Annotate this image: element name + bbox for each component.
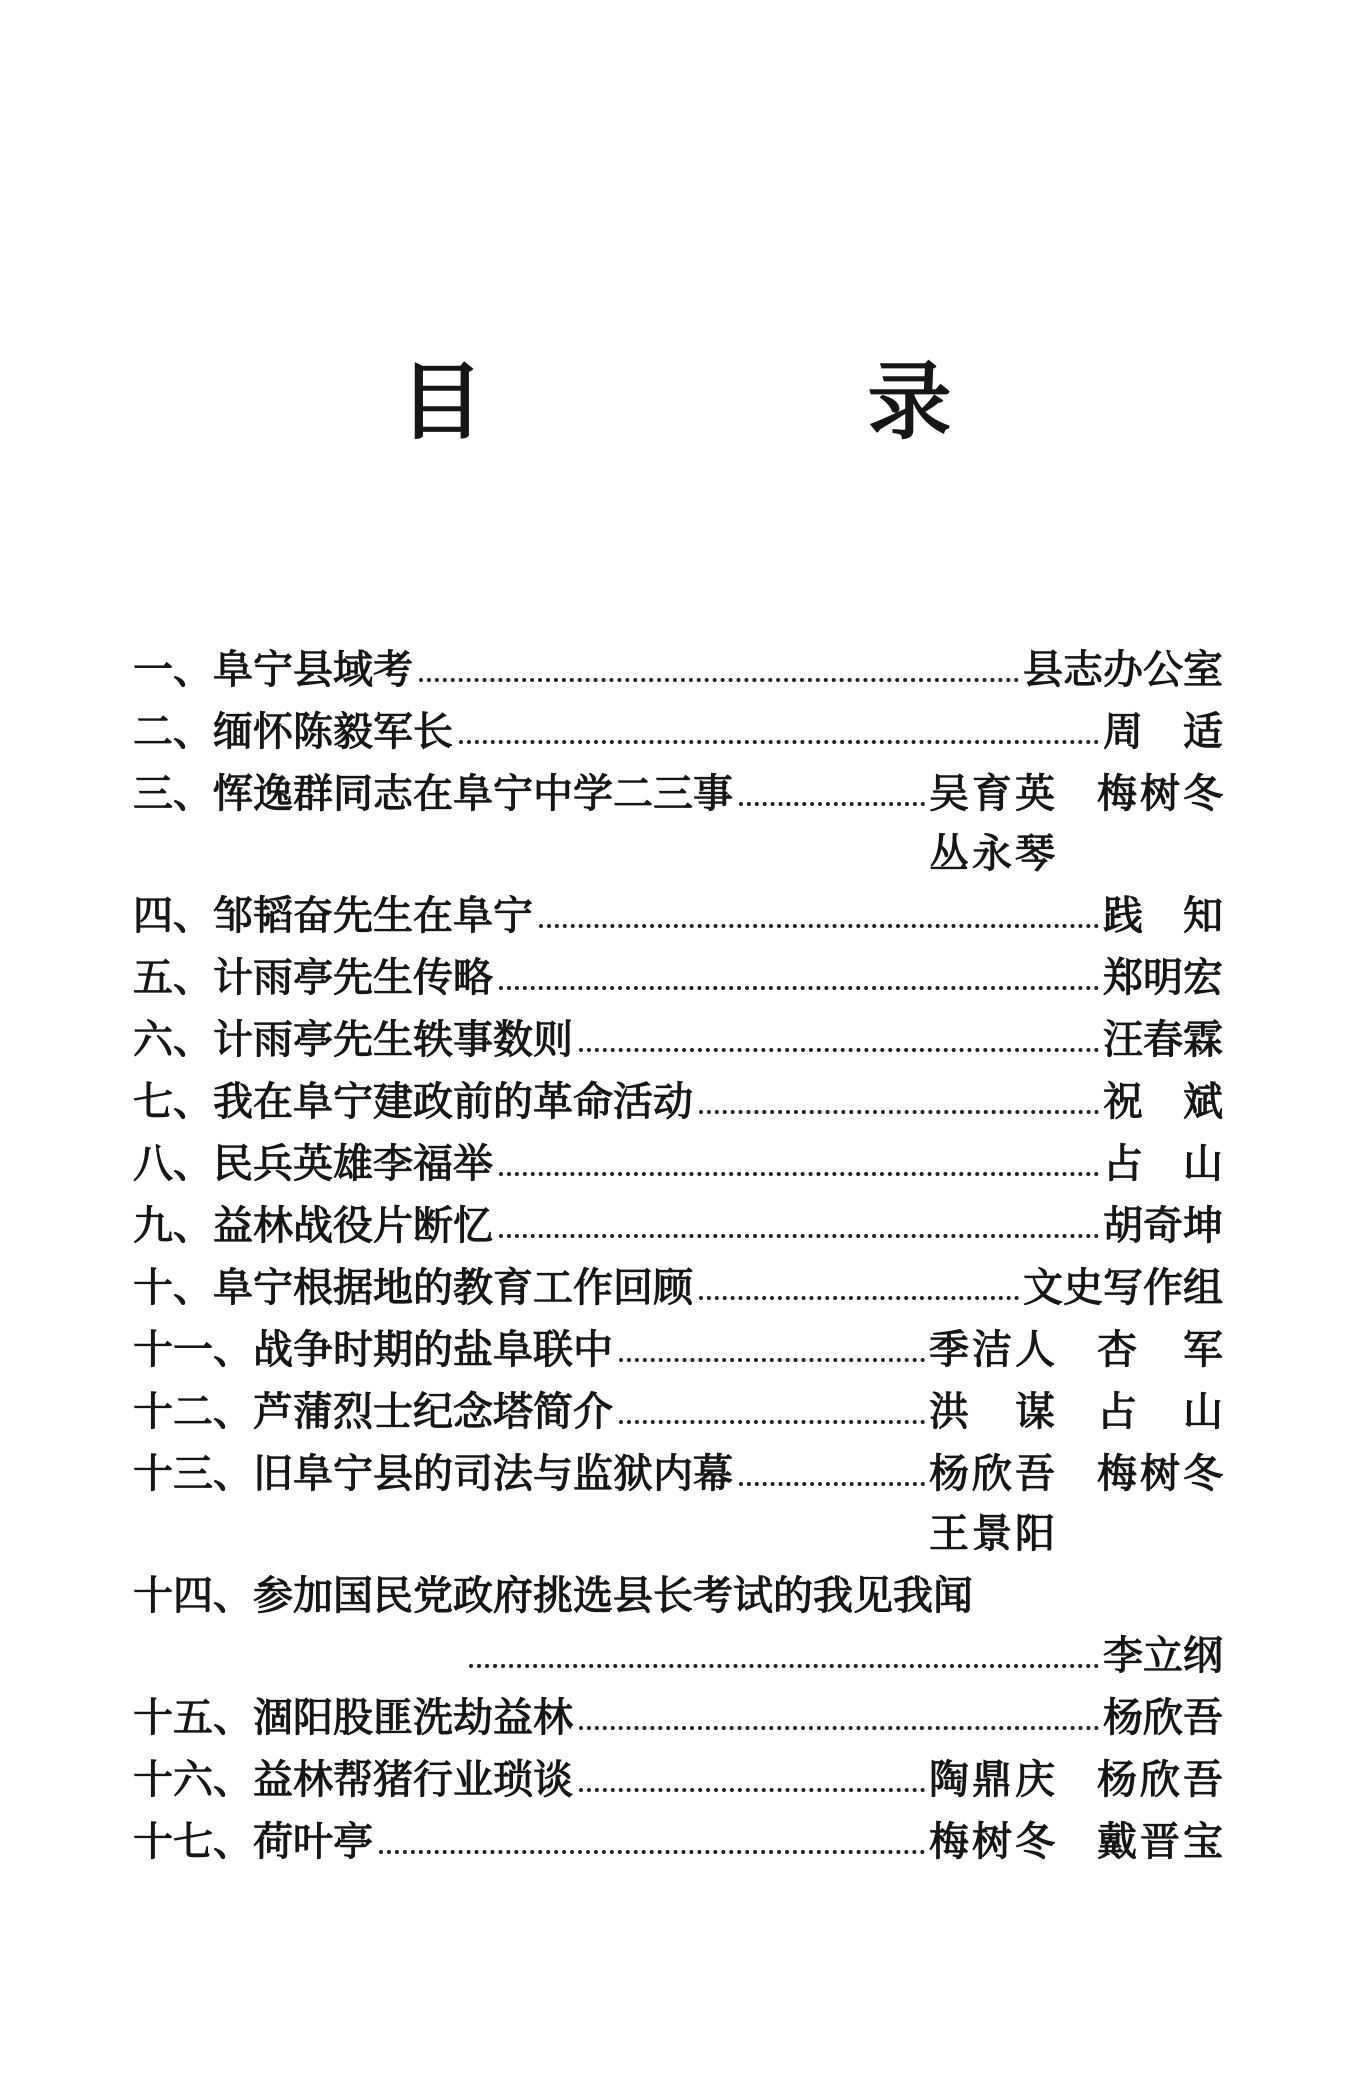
- dot-leader: [419, 678, 1019, 682]
- entry-author: 王景阳: [929, 1510, 1055, 1557]
- entry-number: 五、: [133, 954, 213, 1001]
- toc-entry[interactable]: [133, 690, 1223, 755]
- toc-entry[interactable]: [133, 628, 1223, 693]
- toc-entry[interactable]: [133, 1738, 1223, 1803]
- toc-entry[interactable]: [133, 1554, 1223, 1619]
- entry-title: 涸阳股匪洗劫益林: [253, 1694, 573, 1741]
- toc-entry[interactable]: [133, 1676, 1223, 1741]
- entry-title: 缅怀陈毅军长: [213, 708, 453, 755]
- entry-title: 阜宁根据地的教育工作回顾: [213, 1264, 693, 1311]
- entry-author: 季洁人: [929, 1326, 1055, 1373]
- dot-leader: [499, 1172, 1099, 1176]
- entry-number: 六、: [133, 1016, 213, 1063]
- dot-leader: [699, 1296, 1019, 1300]
- toc-entry[interactable]: [133, 1060, 1223, 1125]
- toc-entry[interactable]: [133, 1432, 1223, 1497]
- toc-entry[interactable]: [133, 874, 1223, 939]
- entry-number: 一、: [133, 646, 213, 693]
- entry-title: 民兵英雄李福举: [213, 1140, 493, 1187]
- entry-title: 计雨亭先生轶事数则: [213, 1016, 573, 1063]
- entry-number: 三、: [133, 770, 213, 817]
- toc-entry[interactable]: [133, 1184, 1223, 1249]
- entry-authors: [929, 770, 1223, 817]
- entry-authors: [929, 1450, 1223, 1497]
- entry-author: 梅树冬: [1097, 1450, 1223, 1497]
- entry-number: 十七、: [133, 1818, 253, 1865]
- entry-title: 益林帮猪行业琐谈: [253, 1756, 573, 1803]
- dot-leader: [699, 1110, 1099, 1114]
- entry-number: 二、: [133, 708, 213, 755]
- entry-author: 杨欣吾: [929, 1450, 1055, 1497]
- dot-leader: [579, 1048, 1099, 1052]
- toc-entry[interactable]: [133, 1246, 1223, 1311]
- dot-leader: [499, 986, 1099, 990]
- toc-entry-continuation: [133, 1494, 1223, 1557]
- toc-entry[interactable]: [133, 1122, 1223, 1187]
- table-of-contents: [133, 628, 1223, 1865]
- entry-author: 郑明宏: [1103, 954, 1223, 1001]
- dot-leader: [459, 740, 1099, 744]
- entry-number: 十三、: [133, 1450, 253, 1497]
- dot-leader: [539, 924, 1099, 928]
- entry-title: 旧阜宁县的司法与监狱内幕: [253, 1450, 733, 1497]
- entry-author: 杨欣吾: [1103, 1694, 1223, 1741]
- toc-entry[interactable]: [133, 998, 1223, 1063]
- entry-authors: [929, 1756, 1223, 1803]
- entry-title: 益林战役片断忆: [213, 1202, 493, 1249]
- entry-author: 文史写作组: [1023, 1264, 1223, 1311]
- entry-author: 践 知: [1103, 892, 1223, 939]
- entry-number: 八、: [133, 1140, 213, 1187]
- entry-author: 丛永琴: [929, 830, 1055, 877]
- entry-authors: [929, 1326, 1223, 1373]
- entry-author: 吴育英: [929, 770, 1055, 817]
- entry-number: 十、: [133, 1264, 213, 1311]
- toc-entry[interactable]: [133, 936, 1223, 1001]
- toc-entry[interactable]: [133, 1308, 1223, 1373]
- entry-author: 汪春霖: [1103, 1016, 1223, 1063]
- toc-entry[interactable]: [133, 752, 1223, 817]
- entry-authors: [929, 1388, 1223, 1435]
- entry-author: 梅树冬: [929, 1818, 1055, 1865]
- entry-author: 占 山: [1103, 1140, 1223, 1187]
- entry-author: 祝 斌: [1103, 1078, 1223, 1125]
- entry-author: 戴晋宝: [1097, 1818, 1223, 1865]
- entry-title: 阜宁县域考: [213, 646, 413, 693]
- dot-leader: [619, 1420, 925, 1424]
- toc-entry-continuation: [133, 1616, 1223, 1679]
- entry-author: 陶鼎庆: [929, 1756, 1055, 1803]
- dot-leader: [739, 1482, 925, 1486]
- entry-author: 胡奇坤: [1103, 1202, 1223, 1249]
- entry-author: 李立纲: [1103, 1632, 1223, 1679]
- entry-authors: [929, 1818, 1223, 1865]
- entry-number: 四、: [133, 892, 213, 939]
- entry-title: 邹韬奋先生在阜宁: [213, 892, 533, 939]
- dot-leader: [579, 1726, 1099, 1730]
- entry-number: 十二、: [133, 1388, 253, 1435]
- entry-author: 周 适: [1103, 708, 1223, 755]
- entry-title: 计雨亭先生传略: [213, 954, 493, 1001]
- entry-number: 十四、: [133, 1572, 253, 1619]
- entry-title: 战争时期的盐阜联中: [253, 1326, 613, 1373]
- entry-author: 梅树冬: [1097, 770, 1223, 817]
- dot-leader: [739, 802, 925, 806]
- entry-title: 参加国民党政府挑选县长考试的我见我闻: [253, 1572, 973, 1619]
- entry-title: 荷叶亭: [253, 1818, 373, 1865]
- dot-leader: [499, 1234, 1099, 1238]
- entry-author: 洪 谋: [929, 1388, 1055, 1435]
- entry-title: 芦蒲烈士纪念塔简介: [253, 1388, 613, 1435]
- entry-author: 杨欣吾: [1097, 1756, 1223, 1803]
- dot-leader: [379, 1850, 925, 1854]
- entry-number: 十五、: [133, 1694, 253, 1741]
- entry-number: 十六、: [133, 1756, 253, 1803]
- entry-author: 县志办公室: [1023, 646, 1223, 693]
- entry-author: 杏 军: [1097, 1326, 1223, 1373]
- dot-leader: [619, 1358, 925, 1362]
- dot-leader: [469, 1664, 1099, 1668]
- entry-title: 我在阜宁建政前的革命活动: [213, 1078, 693, 1125]
- toc-entry-continuation: [133, 814, 1223, 877]
- entry-author: 占 山: [1097, 1388, 1223, 1435]
- toc-entry[interactable]: [133, 1370, 1223, 1435]
- entry-title: 恽逸群同志在阜宁中学二三事: [213, 770, 733, 817]
- entry-number: 七、: [133, 1078, 213, 1125]
- toc-entry[interactable]: [133, 1800, 1223, 1865]
- dot-leader: [579, 1788, 925, 1792]
- entry-number: 十一、: [133, 1326, 253, 1373]
- entry-number: 九、: [133, 1202, 213, 1249]
- page-title: 目 录: [399, 352, 1102, 451]
